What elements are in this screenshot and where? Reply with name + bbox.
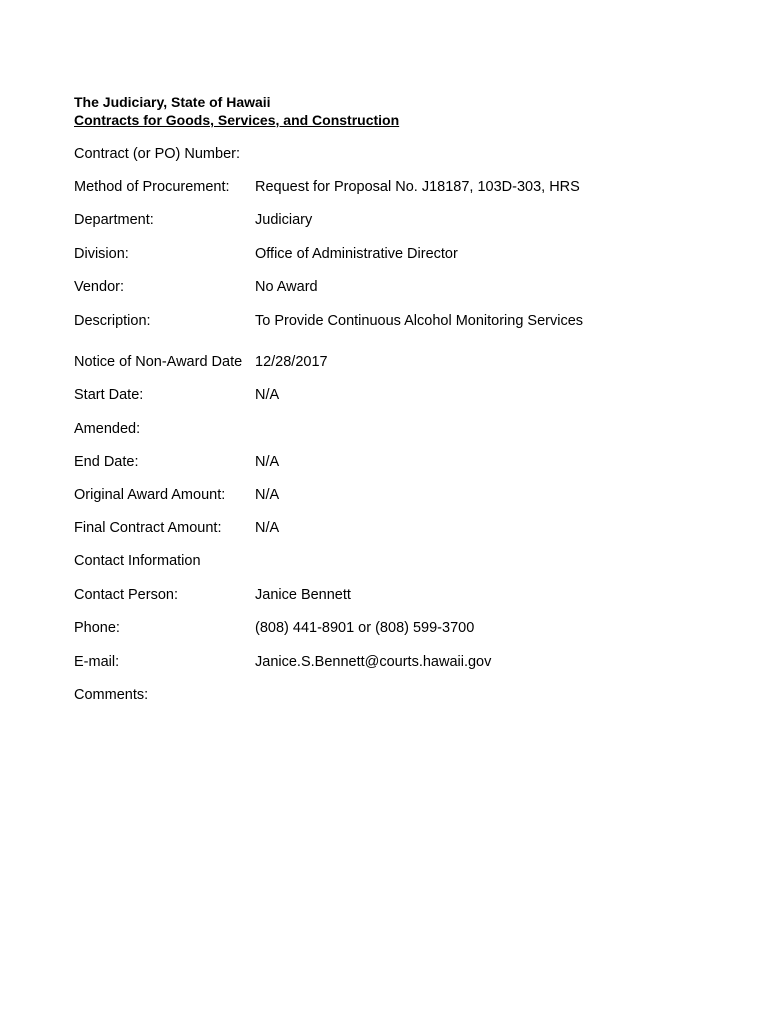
field-value: To Provide Continuous Alcohol Monitoring Services (255, 313, 584, 329)
field-label: Contract (or PO) Number: (74, 146, 240, 162)
field-value: Janice Bennett (255, 587, 351, 603)
document-subtitle: Contracts for Goods, Services, and Construction (74, 112, 400, 128)
document-header (74, 93, 399, 129)
field-value: 12/28/2017 (255, 354, 328, 370)
field-value: N/A (255, 454, 280, 470)
field-label: Comments: (74, 687, 149, 703)
field-value: (808) 441-8901 or (808) 599-3700 (255, 620, 475, 636)
field-value: Judiciary (255, 212, 313, 228)
field-label: E-mail: (74, 654, 120, 670)
field-label: Vendor: (74, 279, 124, 295)
field-value: N/A (255, 520, 280, 536)
field-value: N/A (255, 487, 280, 503)
field-label: Division: (74, 246, 129, 262)
field-label: Original Award Amount: (74, 487, 226, 503)
field-label: Phone: (74, 620, 120, 636)
section-label: Contact Information (74, 553, 201, 569)
field-value: Janice.S.Bennett@courts.hawaii.gov (255, 654, 492, 670)
field-value: N/A (255, 387, 280, 403)
document-title: The Judiciary, State of Hawaii (74, 94, 271, 110)
field-label: Contact Person: (74, 587, 178, 603)
field-value: No Award (255, 279, 318, 295)
field-value: Request for Proposal No. J18187, 103D-303, HRS (255, 179, 580, 195)
field-value: Office of Administrative Director (255, 246, 458, 262)
field-label: Start Date: (74, 387, 144, 403)
field-label: Amended: (74, 421, 141, 437)
field-label: Notice of Non-Award Date (74, 354, 243, 370)
field-label: Department: (74, 212, 154, 228)
field-label: Final Contract Amount: (74, 520, 222, 536)
field-label: End Date: (74, 454, 139, 470)
field-label: Description: (74, 313, 151, 329)
field-label: Method of Procurement: (74, 179, 230, 195)
